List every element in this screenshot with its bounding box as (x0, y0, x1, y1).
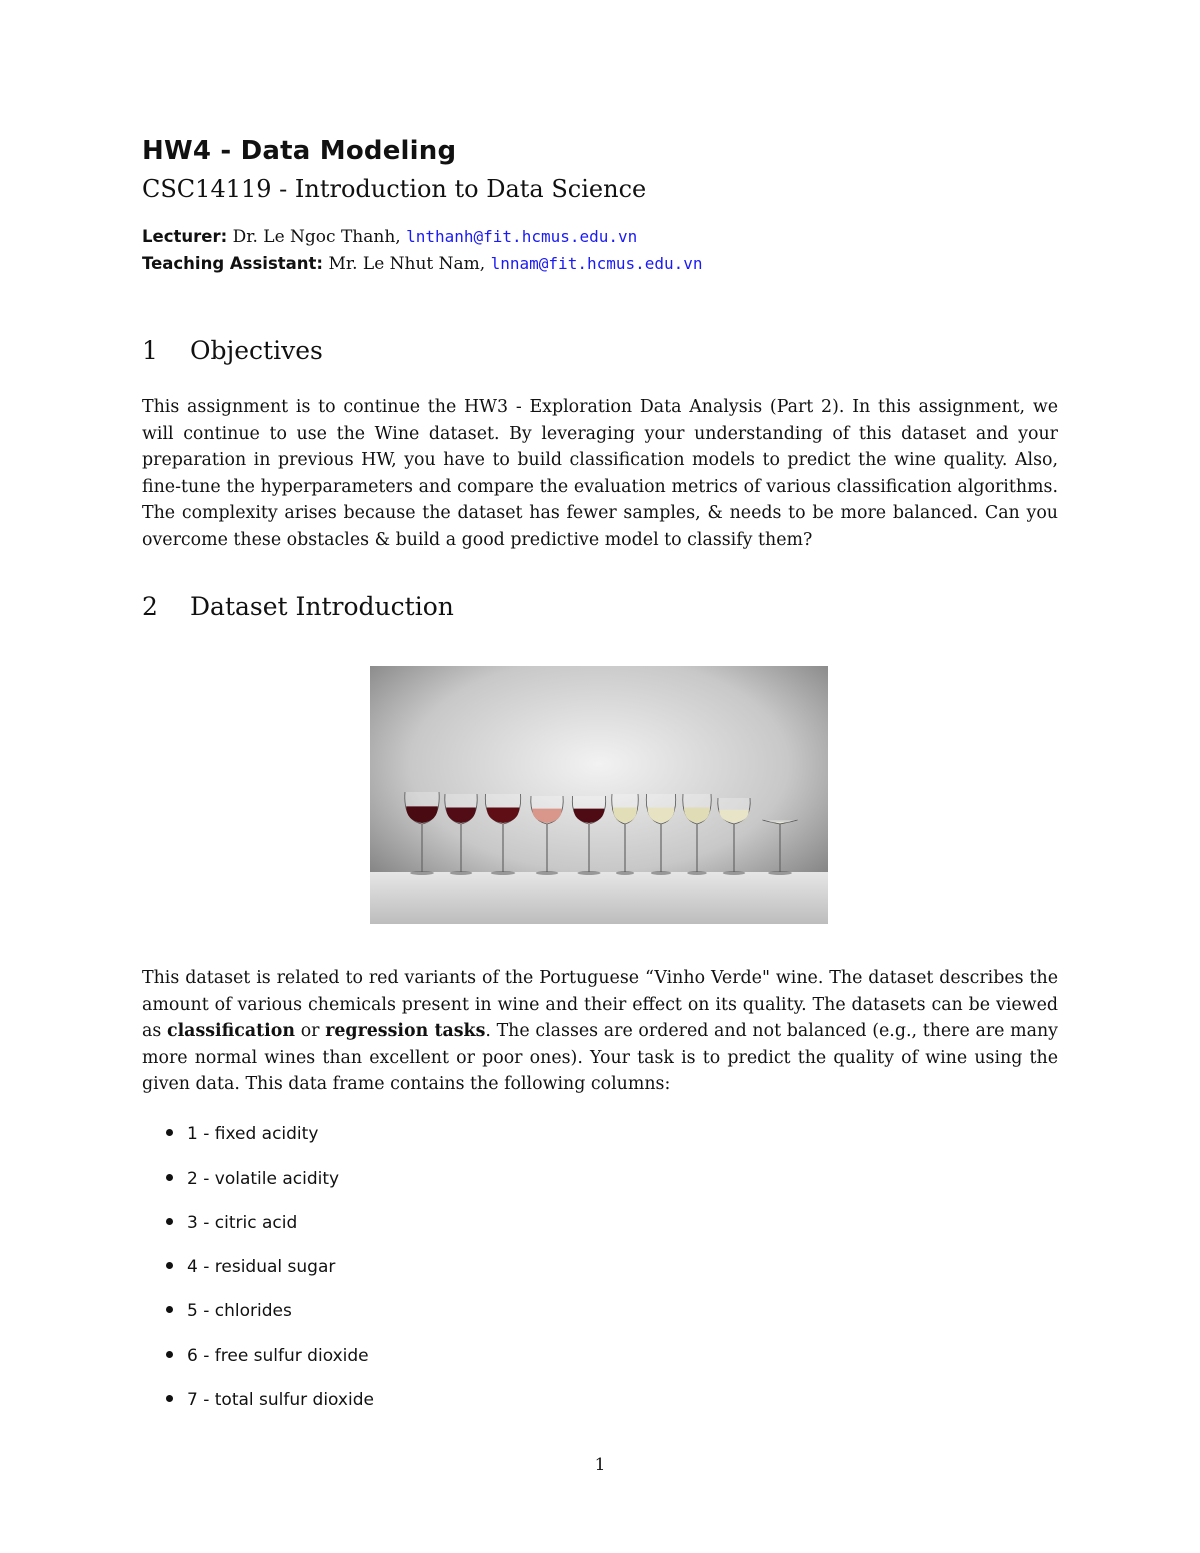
list-item (166, 1169, 339, 1189)
bullet-icon (166, 1395, 173, 1402)
list-item (166, 1213, 297, 1233)
bullet-icon (166, 1351, 173, 1358)
ta-line (142, 254, 703, 274)
list-item-text: 1 - fixed acidity (187, 1124, 319, 1144)
list-item-text: 6 - free sulfur dioxide (187, 1346, 369, 1366)
bullet-icon (166, 1174, 173, 1181)
lecturer-name: Dr. Le Ngoc Thanh, (232, 227, 401, 247)
list-item-text: 3 - citric acid (187, 1213, 298, 1233)
list-item-text: 5 - chlorides (187, 1301, 292, 1321)
wine-glasses-figure (370, 666, 828, 924)
dataset-text-part: . The classes are ordered and not balanced (e.g., there are many more normal wines than excellent or poor ones). Your task is to predict the quality of wine using the given data. This data frame contains the following columns: (142, 1021, 1059, 1094)
dataset-paragraph (142, 965, 1058, 1098)
section-heading-objectives (142, 336, 323, 365)
dataset-text-part: This dataset is related to red variants of the Portuguese “Vinho Verde" wine. The dataset describes the amount of various chemicals present in wine and their effect on its quality. The datasets can be viewed as (142, 968, 1058, 1041)
lecturer-label: Lecturer: (142, 227, 228, 246)
list-item (166, 1257, 335, 1277)
ta-label: Teaching Assistant: (142, 254, 324, 273)
lecturer-email-link[interactable]: lnthanh@fit.hcmus.edu.vn (406, 227, 638, 246)
course-subtitle: CSC14119 - Introduction to Data Science (142, 175, 647, 203)
ta-email-link[interactable]: lnnam@fit.hcmus.edu.vn (490, 254, 703, 273)
section-number: 1 (142, 336, 158, 365)
list-item-text: 7 - total sulfur dioxide (187, 1390, 374, 1410)
document-title: HW4 - Data Modeling (142, 136, 457, 166)
list-item-text: 4 - residual sugar (187, 1257, 336, 1277)
bullet-icon (166, 1129, 173, 1136)
list-item (166, 1301, 292, 1321)
list-item (166, 1346, 369, 1366)
section-title: Objectives (190, 336, 323, 365)
section-number: 2 (142, 592, 158, 621)
page-number: 1 (594, 1455, 606, 1475)
section-title: Dataset Introduction (190, 592, 454, 621)
lecturer-line (142, 227, 637, 247)
dataset-text-bold: regression tasks (325, 1021, 486, 1041)
objectives-paragraph: This assignment is to continue the HW3 - Exploration Data Analysis (Part 2). In this assignment, we will continue to use the Wine dataset. By leveraging your understanding of this dataset and your preparation in previous HW, you have to build classification models to predict the wine quality. Also, fine-tune the hyperparameters and compare the evaluation metrics of various classification algorithms. The complexity arises because the dataset has fewer samples, & needs to be more balanced. Can you overcome these obstacles & build a good predictive model to classify them? (142, 397, 1058, 550)
bullet-icon (166, 1218, 173, 1225)
list-item-text: 2 - volatile acidity (187, 1169, 340, 1189)
dataset-text-bold: classification (166, 1021, 296, 1041)
bullet-icon (166, 1262, 173, 1269)
list-item (166, 1390, 374, 1410)
bullet-icon (166, 1306, 173, 1313)
section-heading-dataset (142, 592, 454, 621)
dataset-text-part: or (295, 1021, 326, 1041)
ta-name: Mr. Le Nhut Nam, (328, 254, 486, 274)
list-item (166, 1124, 318, 1144)
